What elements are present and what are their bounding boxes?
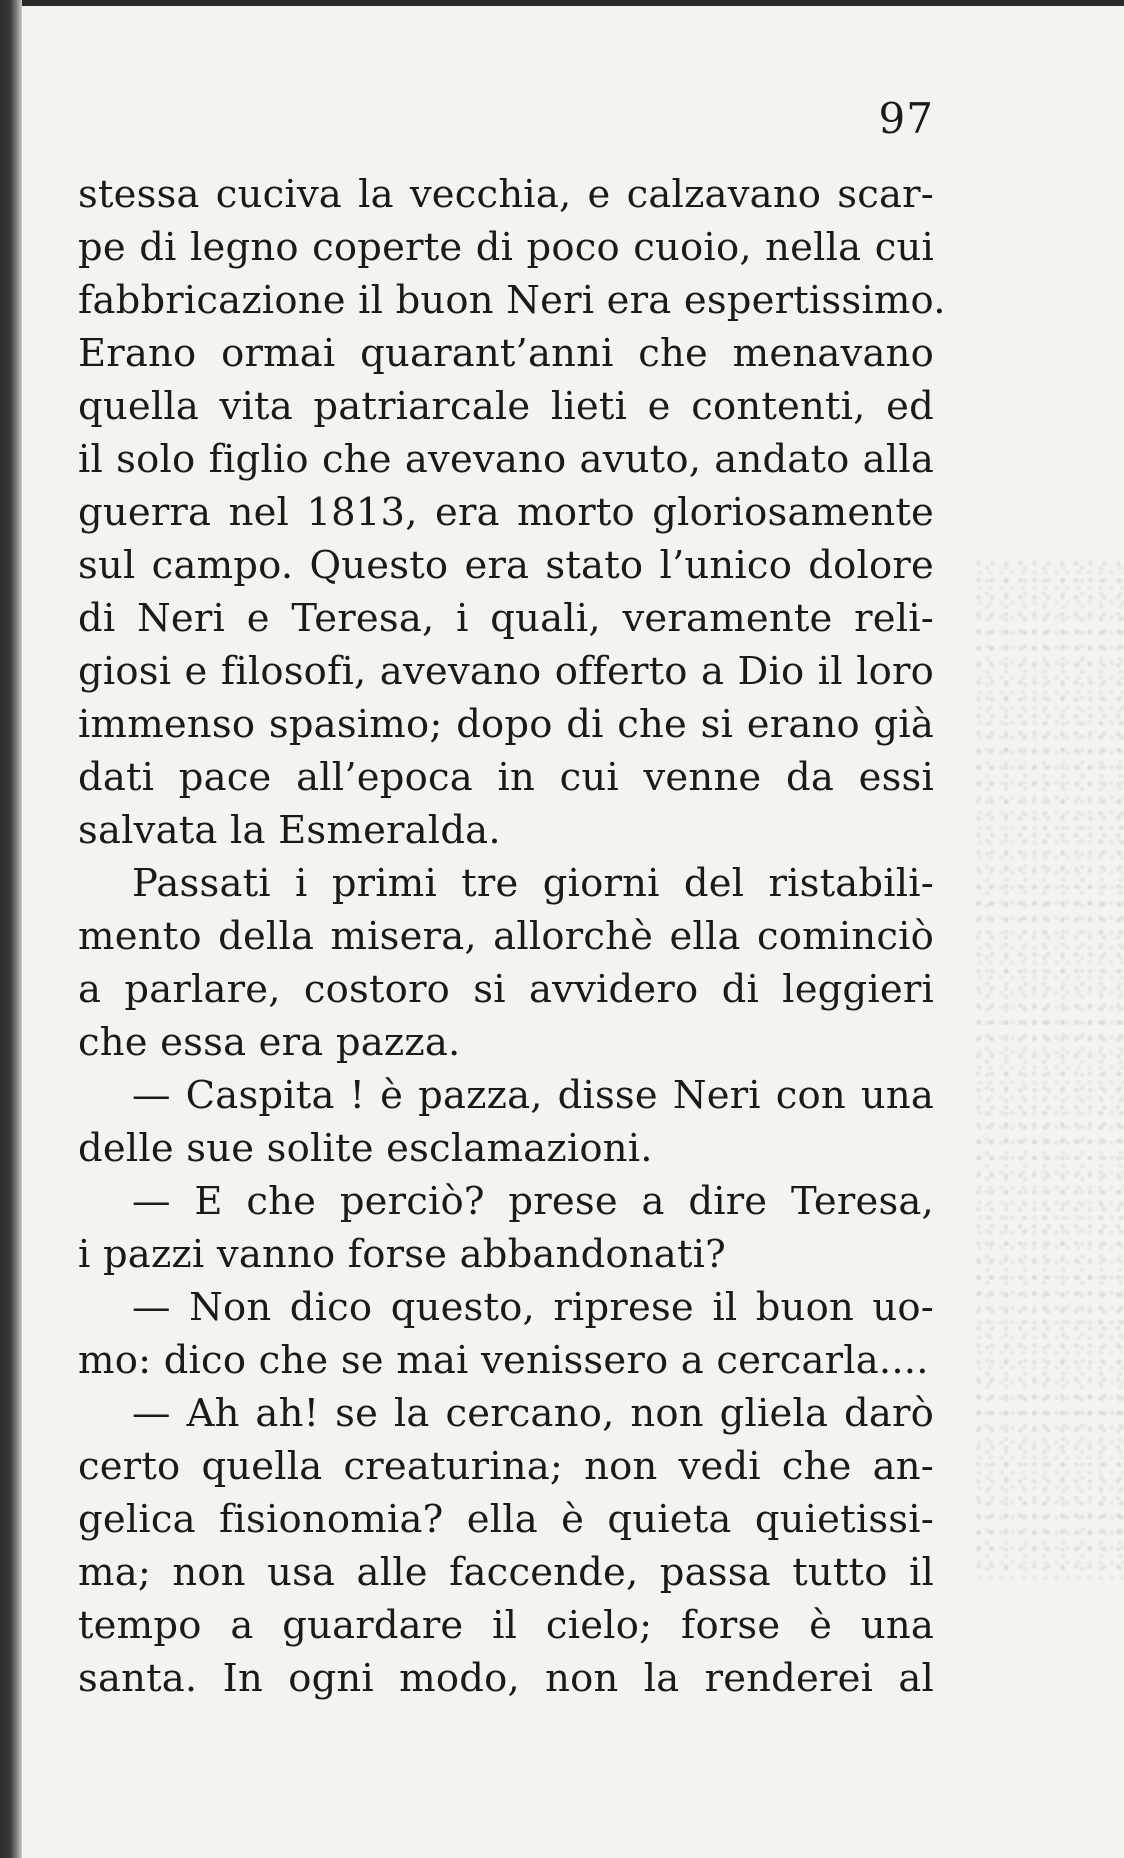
- top-scan-edge: [0, 0, 1124, 6]
- text-line: sul campo. Questo era stato l’unico dolore: [78, 543, 934, 588]
- text-line: di Neri e Teresa, i quali, veramente reli-: [78, 596, 934, 641]
- text-line: a parlare, costoro si avvidero di leggieri: [78, 967, 934, 1012]
- text-line: certo quella creaturina; non vedi che an-: [78, 1444, 934, 1489]
- text-line: — E che perciò? prese a dire Teresa,: [132, 1179, 934, 1224]
- text-line: Erano ormai quarant’anni che menavano: [78, 331, 934, 376]
- page-number: 97: [878, 94, 934, 143]
- text-line: che essa era pazza.: [78, 1020, 461, 1065]
- text-line: giosi e filosofi, avevano offerto a Dio il loro: [78, 649, 934, 694]
- text-line: stessa cuciva la vecchia, e calzavano scar-: [78, 172, 934, 217]
- text-line: pe di legno coperte di poco cuoio, nella cui: [78, 225, 934, 270]
- text-line: ma; non usa alle faccende, passa tutto il: [78, 1550, 934, 1595]
- text-line: fabbricazione il buon Neri era espertissimo.: [78, 278, 946, 323]
- text-line: — Non dico questo, riprese il buon uo-: [132, 1285, 934, 1330]
- text-line: gelica fisionomia? ella è quieta quietissi-: [78, 1497, 934, 1542]
- text-line: delle sue solite esclamazioni.: [78, 1126, 653, 1171]
- text-line: — Caspita ! è pazza, disse Neri con una: [132, 1073, 934, 1118]
- text-line: guerra nel 1813, era morto gloriosamente: [78, 490, 934, 535]
- text-line: i pazzi vanno forse abbandonati?: [78, 1232, 726, 1277]
- text-line: il solo figlio che avevano avuto, andato alla: [78, 437, 934, 482]
- text-line: Passati i primi tre giorni del ristabili-: [132, 861, 934, 906]
- text-line: dati pace all’epoca in cui venne da essi: [78, 755, 934, 800]
- text-line: quella vita patriarcale lieti e contenti, ed: [78, 384, 934, 429]
- text-line: immenso spasimo; dopo di che si erano già: [78, 702, 934, 747]
- text-line: — Ah ah! se la cercano, non gliela darò: [132, 1391, 934, 1436]
- text-line: mo: dico che se mai venissero a cercarla....: [78, 1338, 929, 1383]
- text-line: salvata la Esmeralda.: [78, 808, 501, 853]
- left-binding-shadow: [0, 0, 22, 1858]
- text-line: tempo a guardare il cielo; forse è una: [78, 1603, 934, 1648]
- page-text: [78, 168, 946, 1705]
- text-line: mento della misera, allorchè ella cominciò: [78, 914, 934, 959]
- right-margin-scan-noise: [974, 560, 1124, 1580]
- text-line: santa. In ogni modo, non la renderei al: [78, 1656, 934, 1701]
